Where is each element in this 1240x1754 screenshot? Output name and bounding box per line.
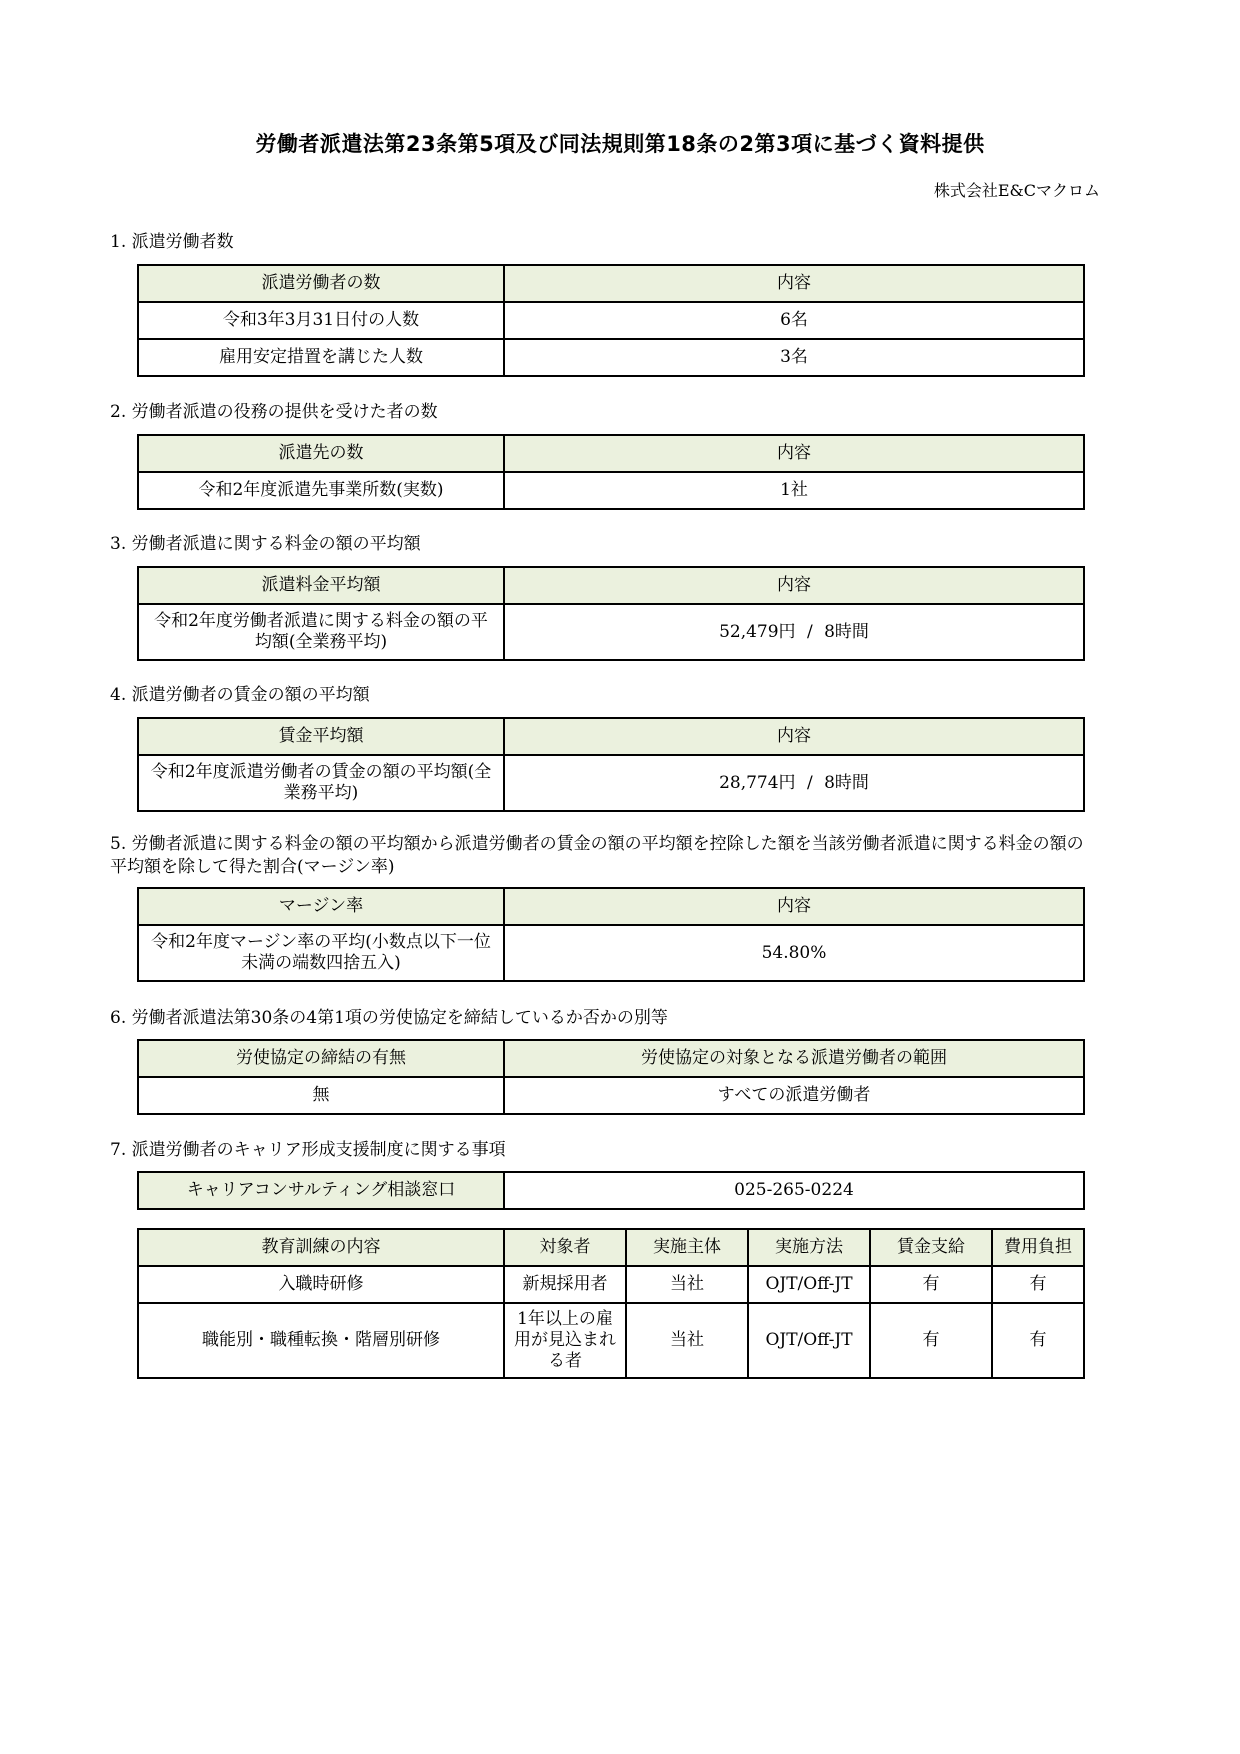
header-cell: 内容	[504, 567, 1084, 604]
cost-cell: 有	[992, 1303, 1084, 1378]
section-5-table	[137, 887, 1085, 982]
header-cell: 労使協定の対象となる派遣労働者の範囲	[504, 1040, 1084, 1077]
label-cell: 令和3年3月31日付の人数	[138, 302, 504, 339]
header-cell: 派遣先の数	[138, 435, 504, 472]
section-4-table	[137, 717, 1085, 812]
table-header-row	[138, 1229, 1084, 1266]
header-cell: 実施方法	[748, 1229, 870, 1266]
header-cell: 賃金平均額	[138, 718, 504, 755]
section-3-heading: 3. 労働者派遣に関する料金の額の平均額	[110, 534, 421, 554]
company-name: 株式会社E&Cマクロム	[933, 181, 1100, 200]
section-5-heading: 5. 労働者派遣に関する料金の額の平均額から派遣労働者の賃金の額の平均額を控除した額を当該労働者派遣に関する料金の額の平均額を除して得た割合(マージン率)	[110, 834, 1084, 877]
value-cell: 1社	[504, 472, 1084, 509]
table-row	[138, 1266, 1084, 1303]
table-row	[138, 1172, 1084, 1209]
label-cell: 令和2年度マージン率の平均(小数点以下一位未満の端数四捨五入)	[138, 925, 504, 981]
wage-cell: 有	[870, 1266, 992, 1303]
method-cell: OJT/Off-JT	[748, 1266, 870, 1303]
value-cell: 3名	[504, 339, 1084, 376]
section-6-table	[137, 1039, 1085, 1115]
header-cell: 対象者	[504, 1229, 626, 1266]
section-4-heading: 4. 派遣労働者の賃金の額の平均額	[110, 685, 370, 705]
table-header-row	[138, 567, 1084, 604]
table-row	[138, 472, 1084, 509]
wage-cell: 有	[870, 1303, 992, 1378]
value-cell: 54.80%	[504, 925, 1084, 981]
header-cell: 実施主体	[626, 1229, 748, 1266]
table-row	[138, 755, 1084, 811]
career-contact-table	[137, 1171, 1085, 1210]
training-content-cell: 職能別・職種転換・階層別研修	[138, 1303, 504, 1378]
section-6-heading: 6. 労働者派遣法第30条の4第1項の労使協定を締結しているか否かの別等	[110, 1008, 668, 1028]
value-cell: 52,479円 / 8時間	[504, 604, 1084, 660]
table-row	[138, 1303, 1084, 1378]
table-header-row	[138, 718, 1084, 755]
label-cell: 令和2年度派遣先事業所数(実数)	[138, 472, 504, 509]
target-cell: 1年以上の雇用が見込まれる者	[504, 1303, 626, 1378]
section-2-table	[137, 434, 1085, 510]
table-row	[138, 1077, 1084, 1114]
value-cell: すべての派遣労働者	[504, 1077, 1084, 1114]
table-header-row	[138, 1040, 1084, 1077]
header-cell: 派遣料金平均額	[138, 567, 504, 604]
header-cell: 労使協定の締結の有無	[138, 1040, 504, 1077]
label-cell: 令和2年度派遣労働者の賃金の額の平均額(全業務平均)	[138, 755, 504, 811]
header-cell: 教育訓練の内容	[138, 1229, 504, 1266]
label-cell: 無	[138, 1077, 504, 1114]
section-1-heading: 1. 派遣労働者数	[110, 232, 234, 252]
table-row	[138, 925, 1084, 981]
header-cell: マージン率	[138, 888, 504, 925]
header-cell: 賃金支給	[870, 1229, 992, 1266]
section-3-table	[137, 566, 1085, 661]
header-cell: 内容	[504, 888, 1084, 925]
label-cell: 雇用安定措置を講じた人数	[138, 339, 504, 376]
header-cell: 費用負担	[992, 1229, 1084, 1266]
table-header-row	[138, 888, 1084, 925]
implementer-cell: 当社	[626, 1266, 748, 1303]
training-table	[137, 1228, 1085, 1379]
table-row	[138, 604, 1084, 660]
section-7-heading: 7. 派遣労働者のキャリア形成支援制度に関する事項	[110, 1140, 506, 1160]
header-cell: 内容	[504, 435, 1084, 472]
contact-label: キャリアコンサルティング相談窓口	[138, 1172, 504, 1209]
implementer-cell: 当社	[626, 1303, 748, 1378]
method-cell: OJT/Off-JT	[748, 1303, 870, 1378]
table-row	[138, 339, 1084, 376]
table-row	[138, 302, 1084, 339]
value-cell: 28,774円 / 8時間	[504, 755, 1084, 811]
header-cell: 内容	[504, 265, 1084, 302]
document-title: 労働者派遣法第23条第5項及び同法規則第18条の2第3項に基づく資料提供	[255, 132, 985, 156]
contact-phone: 025-265-0224	[504, 1172, 1084, 1209]
header-cell: 派遣労働者の数	[138, 265, 504, 302]
cost-cell: 有	[992, 1266, 1084, 1303]
header-cell: 内容	[504, 718, 1084, 755]
label-cell: 令和2年度労働者派遣に関する料金の額の平均額(全業務平均)	[138, 604, 504, 660]
training-content-cell: 入職時研修	[138, 1266, 504, 1303]
section-2-heading: 2. 労働者派遣の役務の提供を受けた者の数	[110, 402, 438, 422]
table-header-row	[138, 435, 1084, 472]
target-cell: 新規採用者	[504, 1266, 626, 1303]
table-header-row	[138, 265, 1084, 302]
section-1-table	[137, 264, 1085, 377]
value-cell: 6名	[504, 302, 1084, 339]
